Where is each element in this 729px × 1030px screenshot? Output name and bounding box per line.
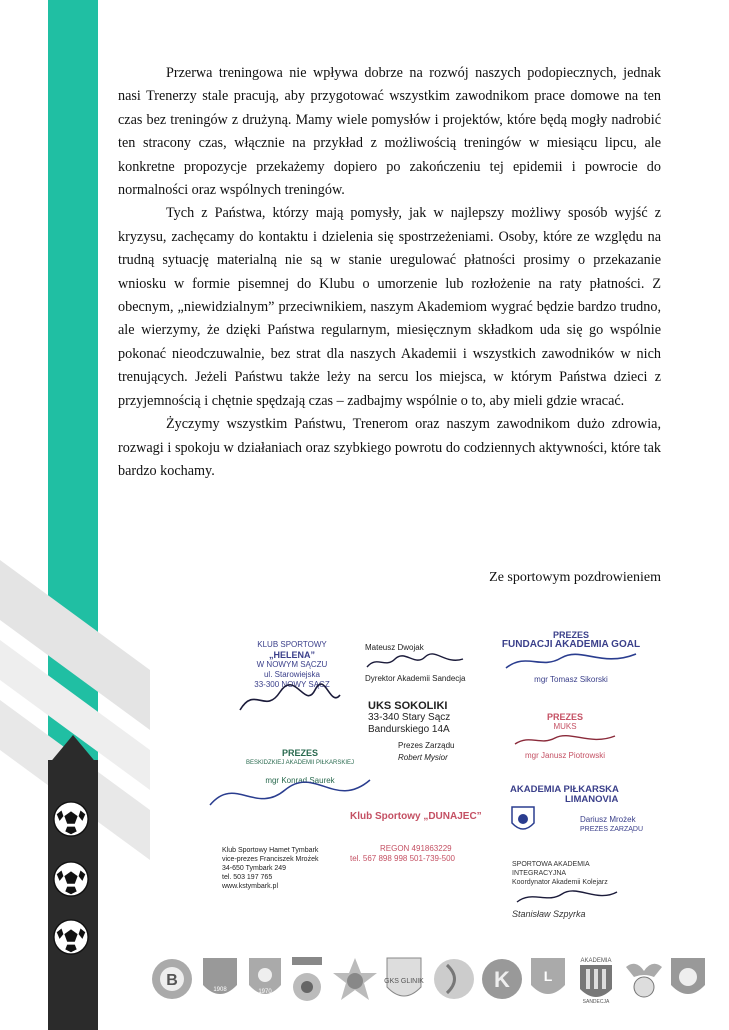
bruk-bet-logo-icon — [150, 955, 194, 1003]
limanovia-crest-icon — [510, 805, 536, 835]
club-crest-ball-icon — [290, 955, 324, 1005]
svg-text:B: B — [166, 972, 178, 989]
shield-logo-icon — [668, 955, 708, 1003]
signature — [512, 887, 622, 907]
winged-ball-logo-icon — [624, 955, 664, 1003]
club-crest-1908-icon — [200, 955, 240, 1003]
k-logo-icon — [480, 955, 524, 1003]
akademia-sandecja-logo-icon — [574, 955, 618, 1005]
paragraph: Tych z Państwa, którzy mają pomysły, jak w najlepszy możliwy sposób wyjść z kryzysu, zachęcamy do kontaktu i dzielenia się spostrzeżeniami. Osoby, które ze względu na trudną sytuację materialną nie są w stanie uregulować płatności prosimy o przekazanie wniosku w formie pisemnej do Klubu o umorzenie lub rozłożenie na raty płatności. Z obecnym, „niewidzialnym” przeciwnikiem, naszym Akademiom wygrać będzie bardzo trudno, ale wierzymy, że dzięki Państwa regularnym, miesięcznym składkom uda się go wspólnie pokonać nieodczuwalnie, bez strat dla naszych Akademii i wszystkich zawodników w nich trenujących. Jeżeli Państwu także leży na sercu los miejsca, w którym Państwa dzieci z przyjemnością i chętnie spędzają czas – zadbajmy wspólnie o to, aby mieli gdzie wracać. — [118, 205, 661, 409]
svg-text:GKS GLINIK: GKS GLINIK — [384, 978, 424, 985]
signature — [510, 732, 620, 748]
signature — [235, 680, 345, 720]
paragraph: Przerwa treningowa nie wpływa dobrze na rozwój naszych podopiecznych, jednak nasi Trenerzy stale pracują, aby przygotować wszystkim zawodnikom prace domowe na ten czas bez treningów z drużyną. Mamy wiele pomysłów i projektów, które będą mogły nadrobić ten stracony czas, włącznie na przykład z możliwością treningów w miesiącu lipcu, ale konkretne propozycje przekażemy dopiero po zakończeniu tej epidemii i powrocie do normalności oraz wspólnych treningów. — [118, 65, 661, 199]
club-star-logo-icon — [330, 955, 380, 1005]
football-icon — [52, 800, 90, 838]
football-icon — [52, 918, 90, 956]
signature — [501, 650, 641, 672]
paragraph: Życzymy wszystkim Państwu, Trenerom oraz naszym zawodnikom dużo zdrowia, rozwagi i spokoju w działaniach oraz szybkiego powrotu do codziennych aktywności, które tak bardzo kochamy. — [118, 416, 661, 479]
stamp-helena: KLUB SPORTOWY „HELENA” W NOWYM SĄCZU ul. Starowiejska 33-300 NOWY SĄCZ — [254, 640, 330, 689]
stamp-dwojak: Mateusz Dwojak Dyrektor Akademii Sandecja — [365, 643, 466, 683]
closing-greeting: Ze sportowym pozdrowieniem — [489, 570, 661, 585]
club-round-logo-icon — [432, 955, 476, 1003]
stamp-beskidzka: PREZES BESKIDZKIEJ AKADEMII PIŁKARSKIEJ mgr Konrad Saurek — [245, 748, 355, 785]
club-crest-1970-icon — [246, 955, 284, 1003]
letter-body — [118, 62, 661, 483]
svg-text:SANDECJA: SANDECJA — [582, 999, 610, 1005]
stamp-muks: PREZES MUKS mgr Janusz Piotrowski — [505, 712, 625, 761]
stamp-goal: PREZES FUNDACJI AKADEMIA GOAL mgr Tomasz Sikorski — [501, 630, 641, 684]
svg-text:L: L — [543, 968, 553, 984]
stamp-sokoliki: UKS SOKOLIKI 33-340 Stary Sącz Bandurskiego 14A Prezes Zarządu Robert Mysior — [368, 700, 455, 762]
football-icon — [52, 860, 90, 898]
club-logos — [150, 955, 710, 1015]
svg-text:AKADEMIA: AKADEMIA — [580, 958, 612, 964]
stamp-limanovia: AKADEMIA PIŁKARSKA LIMANOVIA Dariusz Mrożek PREZES ZARZĄDU — [510, 784, 644, 833]
stamp-dunajec: Klub Sportowy „DUNAJEC” REGON 491863229 tel. 567 898 998 501-739-500 — [350, 811, 482, 863]
gks-glinik-logo-icon — [384, 955, 424, 1005]
svg-text:K: K — [494, 967, 510, 992]
signature — [365, 653, 465, 671]
dark-band-point — [48, 735, 98, 765]
svg-text:1970: 1970 — [258, 989, 272, 995]
limanovia-logo-icon — [528, 955, 568, 1003]
stamp-hamet: Klub Sportowy Hamet Tymbark vice-prezes Franciszek Mrożek 34-650 Tymbark 249 tel. 503 197 765 www.kstymbark.pl — [222, 847, 319, 890]
svg-text:1908: 1908 — [213, 987, 227, 993]
stamp-integracja: SPORTOWA AKADEMIA INTEGRACYJNA Koordynator Akademii Kolejarz Stanisław Szpyrka — [512, 860, 642, 919]
